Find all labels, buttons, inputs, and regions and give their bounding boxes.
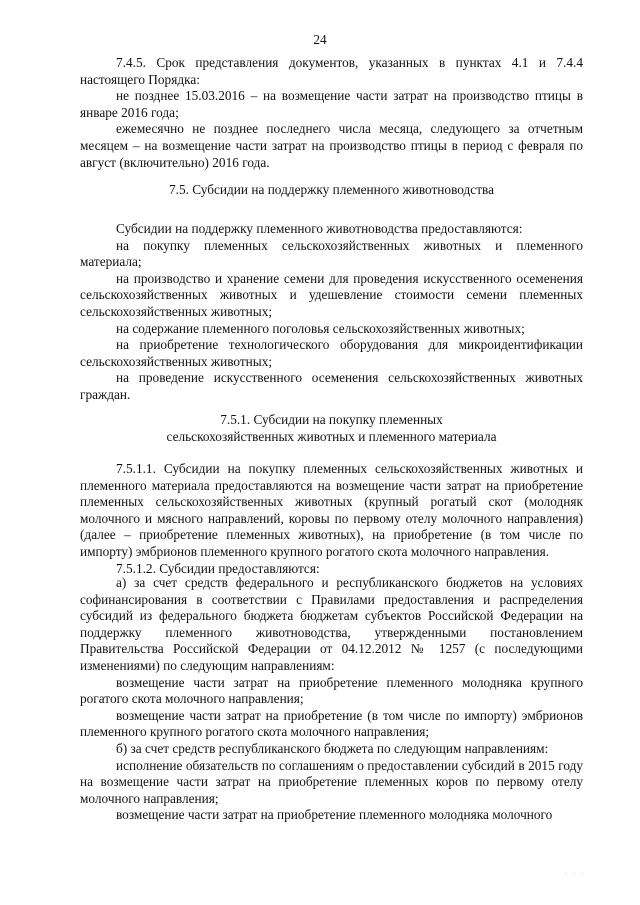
paragraph-item-a: а) за счет средств федерального и республиканского бюджетов на условиях софинансирования в соответствии с Правилами предоставления и распределения субсидий из федерального бюджета бюджетам субъектов Российской Федерации на поддержку племенного животноводства, утвержденными постановлением Правительства Российской Федерации от 04.12.2012 № 1257 (с последующими изменениями) по следующим направлениям: <box>80 575 583 673</box>
paragraph-7-4-5-item-2: ежемесячно не позднее последнего числа месяца, следующего за отчетным месяцем – на возмещение части затрат на производство птицы в период с февраля по август (включительно) 2016 года. <box>80 121 583 170</box>
section-7-5-1-heading-block <box>80 412 583 445</box>
paragraph-7-4-5-item-1: не позднее 15.03.2016 – на возмещение части затрат на производство птицы в январе 2016 года; <box>80 88 583 120</box>
section-7-5-1-2-items <box>80 575 583 824</box>
section-7-5-body <box>80 221 583 404</box>
section-7-4-5 <box>80 55 583 171</box>
paragraph-7-5-1-1: 7.5.1.1. Субсидии на покупку племенных сельскохозяйственных животных и племенного материала предоставляются на возмещение части затрат на приобретение племенных сельскохозяйственных животных (крупный рогатый скот (молодняк молочного и мясного направлений, коровы по первому отелу молочного направления) (далее – приобретение племенных животных), на приобретение (в том числе по импорту) эмбрионов племенного крупного рогатого скота молочного направления. <box>80 461 583 559</box>
list-item-7-5-4: на приобретение технологического оборудования для микроидентификации сельскохозяйственных животных; <box>80 337 583 369</box>
scan-artifact-marks: · · · <box>565 870 586 878</box>
list-item-7-5-5: на проведение искусственного осеменения сельскохозяйственных животных граждан. <box>80 370 583 402</box>
section-7-5-heading-block <box>80 182 583 199</box>
paragraph-item-b-2: возмещение части затрат на приобретение племенного молодняка молочного <box>116 807 553 823</box>
list-item-7-5-3: на содержание племенного поголовья сельскохозяйственных животных; <box>116 320 525 336</box>
section-heading-7-5-1-line-1: 7.5.1. Субсидии на покупку племенных <box>220 412 443 427</box>
list-item-7-5-2: на производство и хранение семени для проведения искусственного осеменения сельскохозяйственных животных и удешевление стоимости семени племенных сельскохозяйственных животных; <box>80 270 583 319</box>
paragraph-7-4-5-intro: 7.4.5. Срок представления документов, указанных в пунктах 4.1 и 7.4.4 настоящего Порядка: <box>80 55 583 87</box>
paragraph-7-5-intro: Субсидии на поддержку племенного животноводства предоставляются: <box>116 221 523 236</box>
paragraph-7-5-1-2: 7.5.1.2. Субсидии предоставляются: <box>116 560 320 576</box>
paragraph-item-a-2: возмещение части затрат на приобретение (в том числе по импорту) эмбрионов племенного крупного рогатого скота молочного направления; <box>80 707 583 740</box>
section-7-5-1-1 <box>80 461 583 577</box>
section-heading-7-5: 7.5. Субсидии на поддержку племенного животноводства <box>168 182 495 197</box>
paragraph-item-a-1: возмещение части затрат на приобретение племенного молодняка крупного рогатого скота молочного направления; <box>80 674 583 707</box>
section-heading-7-5-1-line-2: сельскохозяйственных животных и племенного материала <box>166 428 497 444</box>
page-number: 24 <box>313 32 327 47</box>
paragraph-item-b-1: исполнение обязательств по соглашениям о предоставлении субсидий в 2015 году на возмещение части затрат на приобретение племенных коров по первому отелу молочного направления; <box>80 757 583 806</box>
list-item-7-5-1: на покупку племенных сельскохозяйственных животных и племенного материала; <box>80 237 583 270</box>
paragraph-item-b: б) за счет средств республиканского бюджета по следующим направлениям: <box>116 740 549 756</box>
